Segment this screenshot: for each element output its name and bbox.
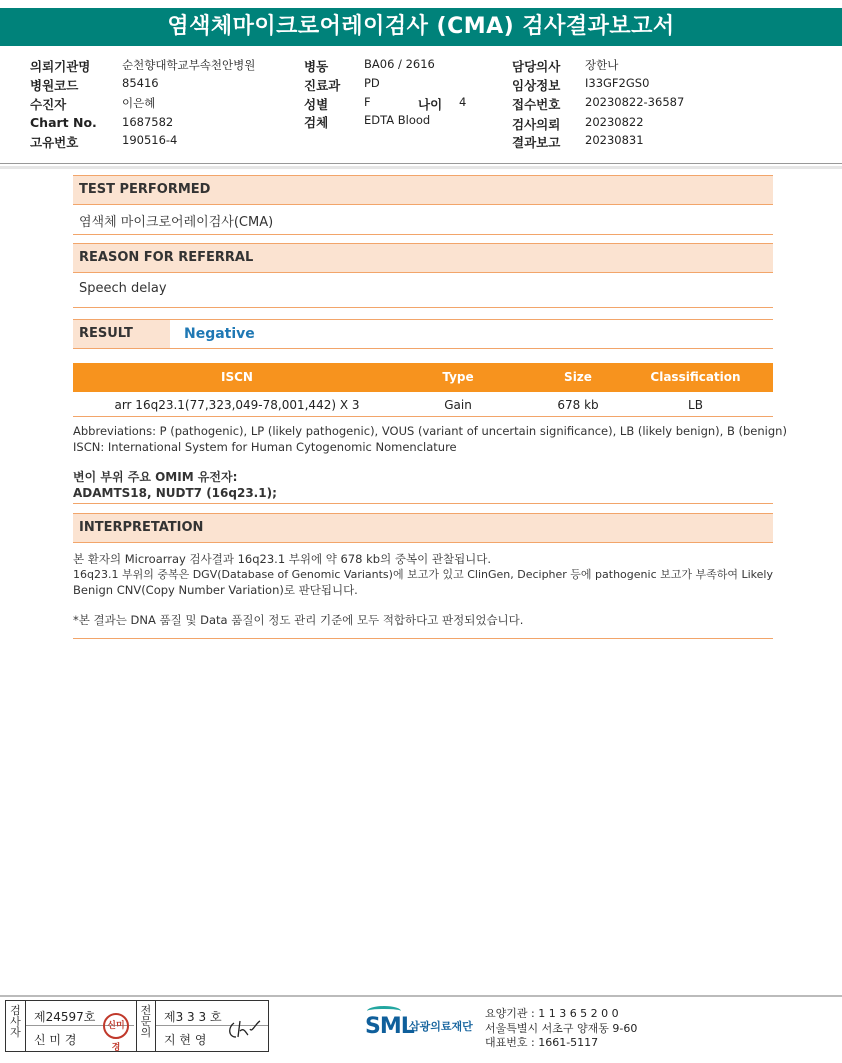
- result-row: [73, 319, 773, 349]
- omim-genes: ADAMTS18, NUDT7 (16q23.1);: [73, 486, 277, 500]
- section-heading-test: TEST PERFORMED: [73, 175, 773, 205]
- result-value: Negative: [184, 326, 255, 342]
- info-label: 검체: [304, 115, 329, 130]
- info-label: 임상정보: [512, 78, 561, 93]
- table-row: [73, 393, 773, 417]
- info-value: 20230822: [585, 115, 644, 129]
- col-header-size: Size: [564, 370, 592, 384]
- omim-title: 변이 부위 주요 OMIM 유전자:: [73, 470, 238, 484]
- info-value: 1687582: [122, 115, 174, 129]
- test-performed-text: 염색체 마이크로어레이검사(CMA): [79, 215, 274, 230]
- interpretation-line: 16q23.1 부위의 중복은 DGV(Database of Genomic Variants)에 보고가 있고 ClinGen, Decipher 등에 pathogenic 보고가 부족하여 Likely: [73, 568, 773, 581]
- info-label: 성별: [304, 97, 329, 112]
- header-divider: [0, 163, 842, 164]
- info-value: 20230831: [585, 133, 644, 147]
- info-value: F: [364, 95, 371, 109]
- info-label: 진료과: [304, 78, 341, 93]
- signature-box: [5, 1000, 269, 1052]
- info-label: 병동: [304, 59, 329, 74]
- examiner-license: 제24597호: [34, 1010, 96, 1024]
- cell-size: 678 kb: [557, 398, 599, 412]
- info-label: 의뢰기관명: [30, 59, 91, 74]
- logo-org-name: 삼광의료재단: [409, 1020, 473, 1033]
- cell-iscn: arr 16q23.1(77,323,049-78,001,442) X 3: [114, 398, 360, 412]
- specialist-signature: [226, 1017, 262, 1043]
- info-value: I33GF2GS0: [585, 76, 650, 90]
- age-label: 나이: [418, 97, 443, 112]
- section-divider: [73, 234, 773, 235]
- specialist-name: 지 현 영: [164, 1033, 207, 1047]
- info-label: Chart No.: [30, 115, 97, 130]
- result-label: RESULT: [73, 320, 170, 348]
- specialist-license: 제3 3 3 호: [164, 1010, 222, 1024]
- info-label: 담당의사: [512, 59, 561, 74]
- institution-info: [485, 1007, 637, 1051]
- info-label: 접수번호: [512, 97, 561, 112]
- age-value: 4: [459, 95, 467, 109]
- info-label: 검사의뢰: [512, 117, 561, 132]
- abbreviations-note: Abbreviations: P (pathogenic), LP (likely pathogenic), VOUS (variant of uncertain significance), LB (likely benign), B (benign): [73, 424, 787, 438]
- section-heading-reason: REASON FOR REFERRAL: [73, 243, 773, 273]
- patient-info: [0, 55, 842, 155]
- info-value: EDTA Blood: [364, 113, 431, 127]
- section-divider: [73, 503, 773, 504]
- sml-logo: [365, 1006, 480, 1046]
- examiner-name: 신 미 경: [34, 1033, 77, 1047]
- section-divider: [73, 638, 773, 639]
- examiner-label: 검사자: [6, 1001, 26, 1051]
- info-label: 병원코드: [30, 78, 79, 93]
- info-value: 이은혜: [122, 96, 156, 110]
- info-label: 고유번호: [30, 135, 79, 150]
- institution-address: 서울특별시 서초구 양재동 9-60: [485, 1021, 638, 1035]
- cell-type: Gain: [444, 398, 472, 412]
- info-label: 결과보고: [512, 135, 561, 150]
- examiner-seal: 신미경: [103, 1013, 129, 1039]
- info-value: 190516-4: [122, 133, 178, 147]
- footer-divider: [0, 995, 842, 997]
- info-value: PD: [364, 76, 380, 90]
- info-value: 순천향대학교부속천안병원: [122, 58, 256, 72]
- col-header-type: Type: [442, 370, 474, 384]
- header-divider-shade: [0, 166, 842, 169]
- info-label: 수진자: [30, 97, 67, 112]
- interpretation-line: 본 환자의 Microarray 검사결과 16q23.1 부위에 약 678 kb의 중복이 관찰됩니다.: [73, 552, 492, 566]
- cell-classification: LB: [688, 398, 703, 412]
- quality-note: *본 결과는 DNA 품질 및 Data 품질이 정도 관리 기준에 모두 적합하다고 판정되었습니다.: [73, 613, 524, 627]
- info-value: 장한나: [585, 58, 619, 72]
- info-value: 20230822-36587: [585, 95, 685, 109]
- report-title: 염색체마이크로어레이검사 (CMA) 검사결과보고서: [0, 8, 842, 46]
- table-header: [73, 363, 773, 392]
- interpretation-line: Benign CNV(Copy Number Variation)로 판단됩니다.: [73, 583, 358, 597]
- iscn-note: ISCN: International System for Human Cytogenomic Nomenclature: [73, 440, 457, 454]
- specialist-label: 전문의: [136, 1001, 156, 1051]
- info-value: BA06 / 2616: [364, 57, 435, 71]
- info-value: 85416: [122, 76, 159, 90]
- col-header-iscn: ISCN: [221, 370, 253, 384]
- institution-code: 요양기관 : 1 1 3 6 5 2 0 0: [485, 1007, 619, 1020]
- section-heading-interpretation: INTERPRETATION: [73, 513, 773, 543]
- section-divider: [73, 307, 773, 308]
- reason-text: Speech delay: [79, 281, 167, 296]
- institution-phone: 대표번호 : 1661-5117: [485, 1036, 599, 1049]
- col-header-classification: Classification: [650, 370, 741, 384]
- logo-mark: SML: [365, 1014, 414, 1039]
